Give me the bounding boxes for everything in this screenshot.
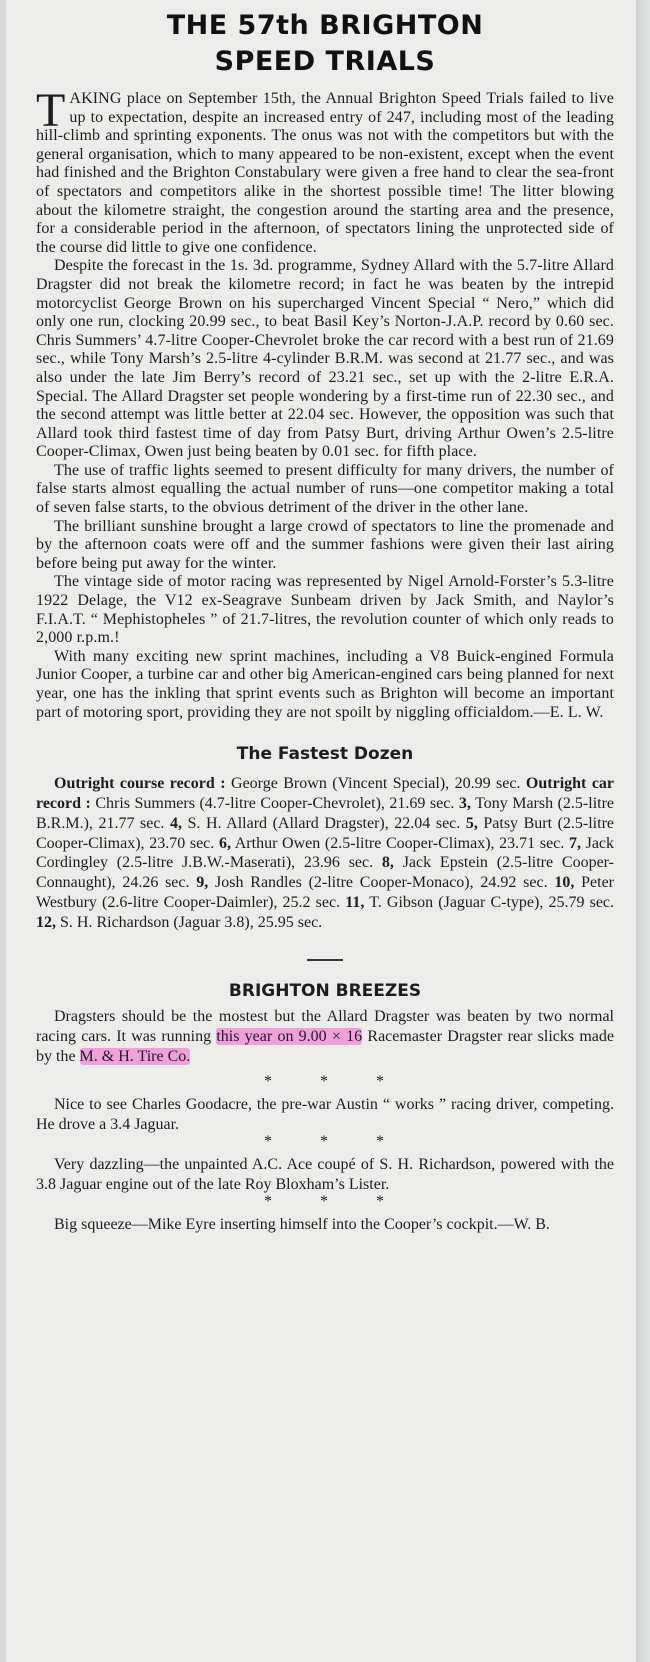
place-6-text: Arthur Owen (2.5-litre Cooper-Climax), 23.71 sec. (234, 834, 565, 852)
results-text (36, 774, 614, 932)
asterisk-separator: * * * (264, 1192, 406, 1210)
place-9-number: 9, (196, 874, 209, 892)
breeze-3: Very dazzling—the unpainted A.C. Ace coupé of S. H. Richardson, powered with the 3.8 Jaguar engine out of the late Roy Bloxham’s Lister. (36, 1155, 614, 1193)
place-10-text: Peter Westbury (2.6-litre Cooper-Daimler), 25.2 sec. (36, 874, 614, 911)
breeze-1-start: Dragsters should be the mostest but the Allard Dragster was beaten by two normal racing cars. It was running (36, 1007, 614, 1045)
course-record-text: George Brown (Vincent Special), 20.99 sec. (231, 775, 521, 793)
place-3-number: 3, (458, 794, 471, 812)
place-4-number: 4, (169, 814, 182, 832)
results-block (36, 774, 614, 932)
place-8-number: 8, (381, 854, 394, 872)
place-12-text: S. H. Richardson (Jaguar 3.8), 25.95 sec. (60, 913, 323, 931)
place-10-number: 10, (554, 874, 575, 892)
place-5-text: Patsy Burt (2.5-litre Cooper-Climax), 23.70 sec. (36, 814, 615, 852)
asterisk-separator: * * * (264, 1072, 406, 1090)
place-8-text: Jack Epstein (2.5-litre Cooper-Connaught), 24.26 sec. (36, 854, 614, 892)
place-12-number: 12, (36, 913, 56, 931)
highlight-tire-company: M. & H. Tire Co. (79, 1047, 191, 1065)
place-5-number: 5, (465, 814, 478, 832)
paragraph-4: The brilliant sunshine brought a large crowd of spectators to line the promenade and by the afternoon coats were off and the summer fashions were given their last airing before being put away for the winter. (36, 517, 614, 572)
place-4-text: S. H. Allard (Allard Dragster), 22.04 sec. (187, 814, 461, 832)
paragraph-1 (36, 84, 614, 257)
place-11-text: T. Gibson (Jaguar C-type), 25.79 sec. (369, 893, 615, 911)
breezes-block (36, 1007, 614, 1235)
highlight-tyre-size: this year on 9.00 × 16 (216, 1027, 363, 1045)
paragraph-5: The vintage side of motor racing was represented by Nigel Arnold-Forster’s 5.3-litre 1922 Delage, the V12 ex-Seagrave Sunbeam driven by Jack Smith, and Naylor’s F.I.A.T. “ Mephistopheles ” of 21.7-litres, the revolution counter of which only reads to 2,000 r.p.m.! (36, 573, 614, 647)
section-divider (307, 959, 343, 961)
results-heading: The Fastest Dozen (236, 744, 414, 765)
paragraph-6: With many exciting new sprint machines, including a V8 Buick-engined Formula Junior Cooper, a turbine car and other big American-engined cars being planned for next year, one has the inkling that sprint events such as Brighton will become an important part of motoring sport, providing they are not spoilt by niggling officialdom.—E. L. W. (36, 647, 614, 721)
paragraph-2: Despite the forecast in the 1s. 3d. programme, Sydney Allard with the 5.7-litre Allard Dragster did not break the kilometre record; in fact he was beaten by the intrepid motorcyclist George Brown on his supercharged Vincent Special “ Nero,” which did only one run, clocking 20.99 sec., to beat Basil Key’s Norton-J.A.P. record by 0.60 sec. Chris Summers’ 4.7-litre Cooper-Chevrolet broke the car record with a best run of 21.69 sec., while Tony Marsh’s 2.5-litre 4-cylinder B.R.M. was second at 21.77 sec., and was also under the late Jim Berry’s record of 23.21 sec., set up with the 2-litre E.R.A. Special. The Allard Dragster set people wondering by a first-time run of 22.30 sec., and the second attempt was little better at 22.04 sec. However, the opposition was such that Allard took third fastest time of day from Patsy Burt, driving Arthur Owen’s 2.5-litre Cooper-Climax, Owen just being beaten by 0.01 sec. for fifth place. (36, 257, 614, 461)
title-line-2: SPEED TRIALS (214, 46, 436, 77)
place-11-number: 11, (345, 893, 365, 911)
title-line-1: THE 57th BRIGHTON (166, 10, 484, 41)
magazine-page (6, 0, 636, 1662)
breeze-1-mid: Racemaster Dragster rear slicks made by the (36, 1027, 614, 1065)
place-7-number: 7, (568, 834, 581, 852)
paragraph-1-text: AKING place on September 15th, the Annual Brighton Speed Trials failed to live up to expectation, despite an increased entry of 247, including most of the leading hill-climb and sprinting exponents. The onus was not with the competitors but with the general organisation, which to many appeared to be non-existent, except when the event had finished and the Brighton Constabulary were given a free hand to clear the sea-front of spectators and competitors alike in the shortest possible time! The litter blowing about the kilometre straight, the congestion around the starting area and the presence, for a considerable period in the afternoon, of spectators lining the unprotected side of the course did little to give one confidence. (36, 90, 614, 256)
place-7-text: Jack Cordingley (2.5-litre J.B.W.-Maserati), 23.96 sec. (36, 834, 615, 872)
paragraph-3: The use of traffic lights seemed to present difficulty for many drivers, the number of false starts almost equalling the actual number of runs—one competitor making a total of seven false starts, to the obvious detriment of the driver in the other lane. (36, 461, 614, 517)
place-6-number: 6, (218, 834, 231, 852)
breeze-4: Big squeeze—Mike Eyre inserting himself into the Cooper’s cockpit.—W. B. (54, 1215, 550, 1233)
car-record-text: Chris Summers (4.7-litre Cooper-Chevrolet), 21.69 sec. (95, 794, 455, 812)
place-3-text: Tony Marsh (2.5-litre B.R.M.), 21.77 sec. (36, 794, 615, 832)
breeze-1 (36, 1007, 614, 1067)
course-record-label: Outright course record : (54, 775, 226, 793)
asterisk-separator: * * * (264, 1132, 406, 1150)
page-edge (636, 0, 650, 1662)
car-record-label: Outright car record : (36, 775, 615, 812)
breeze-2: Nice to see Charles Goodacre, the pre-war Austin “ works ” racing driver, competing. He drove a 3.4 Jaguar. (36, 1095, 614, 1133)
article-title (36, 8, 614, 80)
place-9-text: Josh Randles (2-litre Cooper-Monaco), 24.92 sec. (215, 874, 548, 892)
drop-cap: T (36, 84, 66, 137)
breezes-heading: BRIGHTON BREEZES (228, 980, 422, 1001)
article-body (36, 84, 614, 722)
